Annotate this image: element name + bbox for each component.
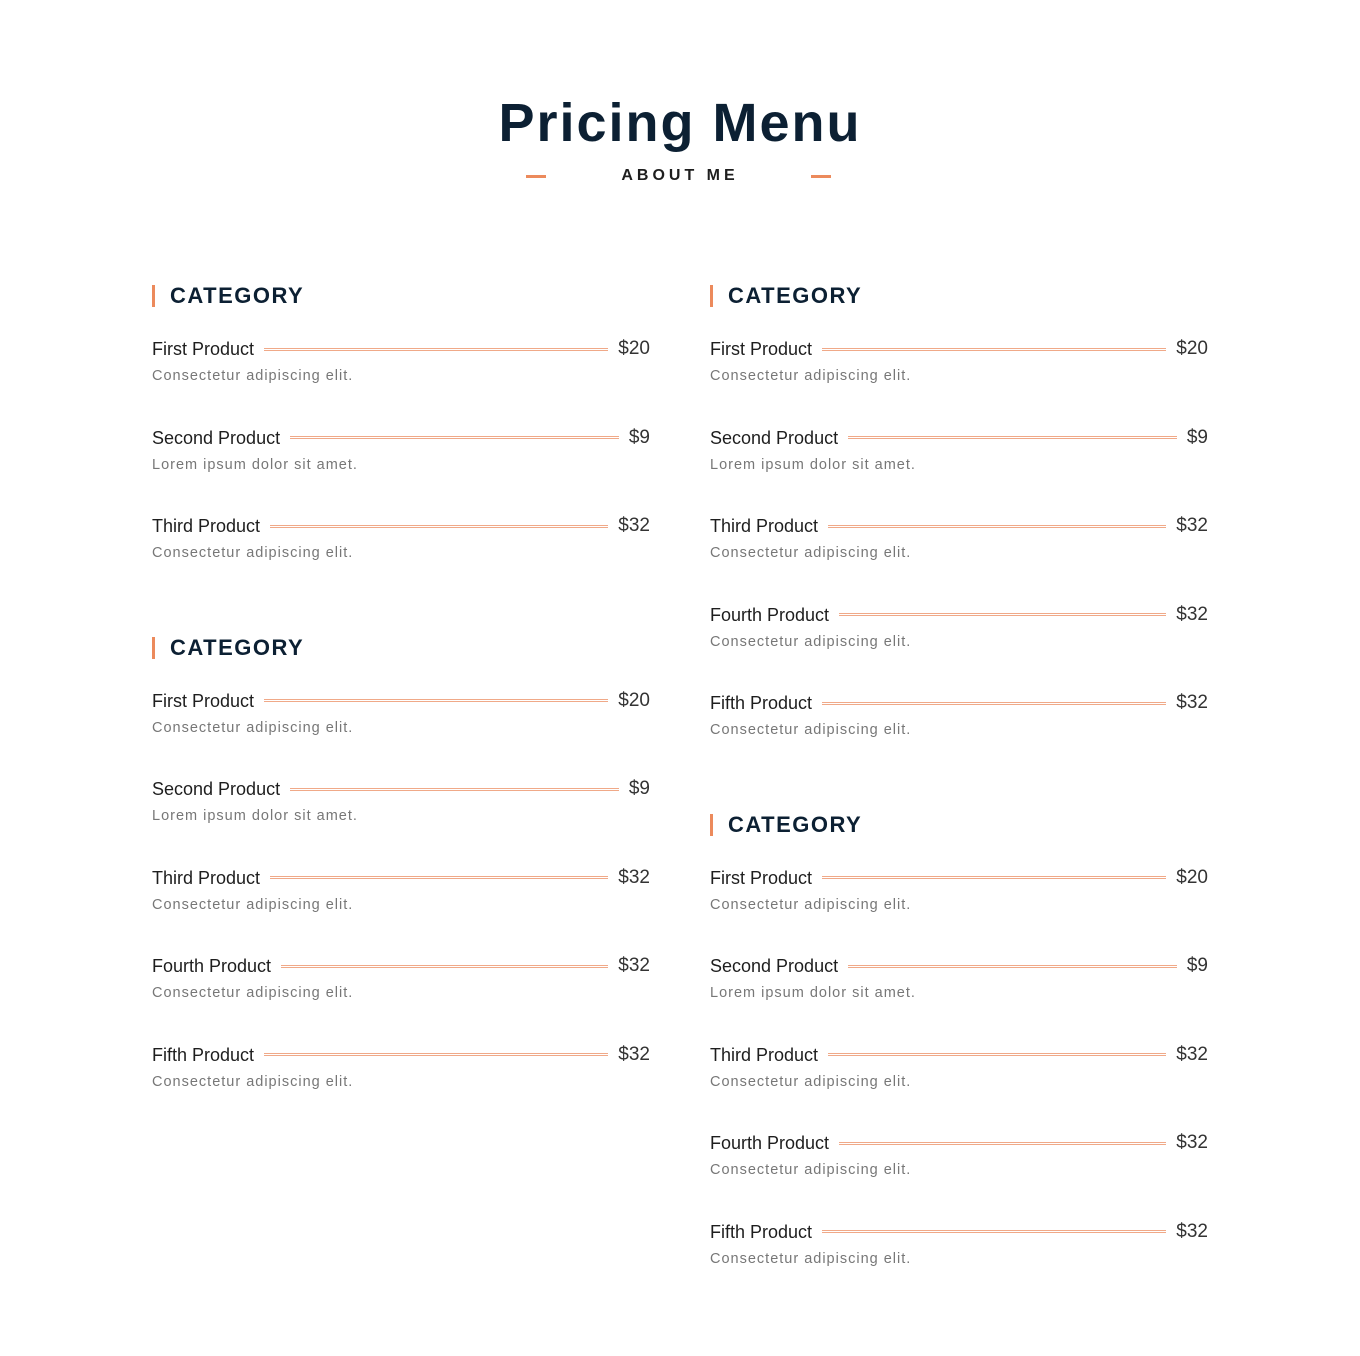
- category-heading: [152, 632, 650, 662]
- menu-item-row: [152, 953, 650, 979]
- menu-item-row: [710, 1219, 1208, 1245]
- category-title: CATEGORY: [728, 811, 863, 837]
- category-accent-bar: [152, 285, 155, 307]
- category-title: CATEGORY: [170, 634, 305, 660]
- menu-section: [710, 809, 1208, 1304]
- product-price: $9: [628, 778, 650, 799]
- menu-item-row: [710, 513, 1208, 539]
- product-price: $32: [618, 515, 650, 536]
- product-price: $20: [618, 689, 650, 711]
- product-description: Lorem ipsum dolor sit amet.: [710, 985, 916, 1001]
- leader-line: [290, 788, 619, 791]
- product-name: Third Product: [152, 516, 261, 536]
- menu-item-row: [710, 336, 1208, 362]
- product-name: Fourth Product: [710, 604, 830, 625]
- product-price: $9: [628, 426, 650, 448]
- product-price: $32: [1176, 603, 1208, 625]
- product-description: Consectetur adipiscing elit.: [710, 633, 912, 650]
- product-name: First Product: [152, 339, 255, 359]
- menu-item: [710, 336, 1208, 421]
- leader-line: [828, 525, 1166, 528]
- product-name: Fifth Product: [710, 1221, 813, 1242]
- menu-section: [152, 632, 650, 1127]
- leader-line: [281, 965, 608, 968]
- product-description: Consectetur adipiscing elit.: [710, 368, 912, 384]
- left-column: [152, 280, 650, 1160]
- product-description: Lorem ipsum dolor sit amet.: [152, 456, 358, 473]
- product-name: Third Product: [710, 1044, 819, 1065]
- leader-line: [822, 348, 1166, 351]
- menu-item-row: [710, 425, 1208, 451]
- product-price: $9: [1186, 955, 1208, 976]
- leader-line: [270, 876, 608, 879]
- subtitle-dash-right: [811, 175, 831, 178]
- product-price: $32: [1176, 1132, 1208, 1153]
- leader-line: [264, 699, 608, 702]
- product-name: Second Product: [152, 427, 281, 448]
- menu-item: [710, 602, 1208, 687]
- menu-item-row: [152, 425, 650, 451]
- menu-item-row: [710, 1130, 1208, 1156]
- menu-item: [710, 1219, 1208, 1304]
- product-price: $32: [1176, 515, 1208, 536]
- leader-line: [839, 1142, 1166, 1145]
- product-price: $32: [1176, 1220, 1208, 1242]
- leader-line: [822, 1230, 1166, 1233]
- leader-line: [839, 613, 1166, 616]
- product-description: Consectetur adipiscing elit.: [710, 1250, 912, 1267]
- product-description: Consectetur adipiscing elit.: [152, 896, 354, 913]
- menu-item: [710, 953, 1208, 1038]
- product-name: Fourth Product: [710, 1133, 830, 1153]
- product-price: $32: [1176, 1043, 1208, 1065]
- product-price: $9: [1186, 426, 1208, 448]
- category-accent-bar: [710, 285, 713, 307]
- product-description: Consectetur adipiscing elit.: [152, 719, 354, 736]
- product-description: Lorem ipsum dolor sit amet.: [710, 456, 916, 473]
- menu-item-row: [152, 688, 650, 714]
- leader-line: [270, 525, 608, 528]
- menu-item: [710, 690, 1208, 775]
- menu-item-row: [152, 776, 650, 802]
- menu-item: [152, 513, 650, 598]
- menu-item: [152, 776, 650, 861]
- product-name: First Product: [710, 867, 813, 888]
- category-title: CATEGORY: [728, 283, 863, 308]
- product-price: $20: [1176, 338, 1208, 359]
- menu-item-row: [710, 690, 1208, 716]
- category-heading: [710, 280, 1208, 310]
- menu-item-row: [152, 336, 650, 362]
- page-title: Pricing Menu: [498, 93, 862, 153]
- product-description: Consectetur adipiscing elit.: [710, 1073, 912, 1090]
- menu-item-row: [710, 1042, 1208, 1068]
- product-name: Second Product: [710, 427, 839, 448]
- menu-item: [710, 1042, 1208, 1127]
- product-name: First Product: [710, 339, 813, 359]
- category-heading: [710, 809, 1208, 839]
- product-name: Third Product: [710, 516, 819, 536]
- category-heading: [152, 280, 650, 310]
- menu-item: [710, 513, 1208, 598]
- menu-section: [152, 280, 650, 598]
- leader-line: [828, 1053, 1166, 1056]
- leader-line: [822, 702, 1166, 705]
- menu-item: [710, 865, 1208, 950]
- menu-item-row: [710, 953, 1208, 979]
- product-price: $32: [618, 955, 650, 976]
- product-name: Fourth Product: [152, 956, 272, 976]
- page-subtitle: ABOUT ME: [621, 167, 739, 184]
- menu-item-row: [152, 1042, 650, 1068]
- product-name: Second Product: [152, 779, 281, 799]
- product-description: Consectetur adipiscing elit.: [710, 545, 912, 561]
- menu-item-row: [152, 513, 650, 539]
- menu-item-row: [710, 602, 1208, 628]
- menu-item: [152, 425, 650, 510]
- menu-item-row: [152, 865, 650, 891]
- product-price: $20: [1176, 866, 1208, 888]
- product-description: Consectetur adipiscing elit.: [152, 1073, 354, 1090]
- product-description: Consectetur adipiscing elit.: [710, 1162, 912, 1178]
- leader-line: [848, 436, 1177, 439]
- product-price: $32: [618, 866, 650, 888]
- product-name: First Product: [152, 690, 255, 711]
- category-accent-bar: [152, 637, 155, 659]
- menu-section: [710, 280, 1208, 775]
- menu-item: [152, 336, 650, 421]
- menu-item-row: [710, 865, 1208, 891]
- leader-line: [264, 348, 608, 351]
- menu-item: [710, 425, 1208, 510]
- product-description: Consectetur adipiscing elit.: [152, 368, 354, 384]
- menu-item: [152, 865, 650, 950]
- product-name: Second Product: [710, 956, 839, 976]
- category-accent-bar: [710, 814, 713, 836]
- leader-line: [822, 876, 1166, 879]
- leader-line: [848, 965, 1177, 968]
- product-description: Consectetur adipiscing elit.: [152, 545, 354, 561]
- menu-item: [152, 953, 650, 1038]
- leader-line: [290, 436, 619, 439]
- product-description: Lorem ipsum dolor sit amet.: [152, 808, 358, 824]
- product-name: Fifth Product: [710, 693, 813, 713]
- menu-item: [152, 688, 650, 773]
- subtitle-row: [0, 166, 1360, 186]
- product-description: Consectetur adipiscing elit.: [710, 896, 912, 913]
- menu-item: [152, 1042, 650, 1127]
- product-name: Third Product: [152, 867, 261, 888]
- product-description: Consectetur adipiscing elit.: [710, 722, 912, 738]
- product-price: $32: [1176, 692, 1208, 713]
- leader-line: [264, 1053, 608, 1056]
- category-title: CATEGORY: [170, 283, 305, 308]
- menu-item: [710, 1130, 1208, 1215]
- product-price: $20: [618, 338, 650, 359]
- right-column: [710, 280, 1208, 1337]
- product-name: Fifth Product: [152, 1044, 255, 1065]
- product-description: Consectetur adipiscing elit.: [152, 985, 354, 1001]
- product-price: $32: [618, 1043, 650, 1065]
